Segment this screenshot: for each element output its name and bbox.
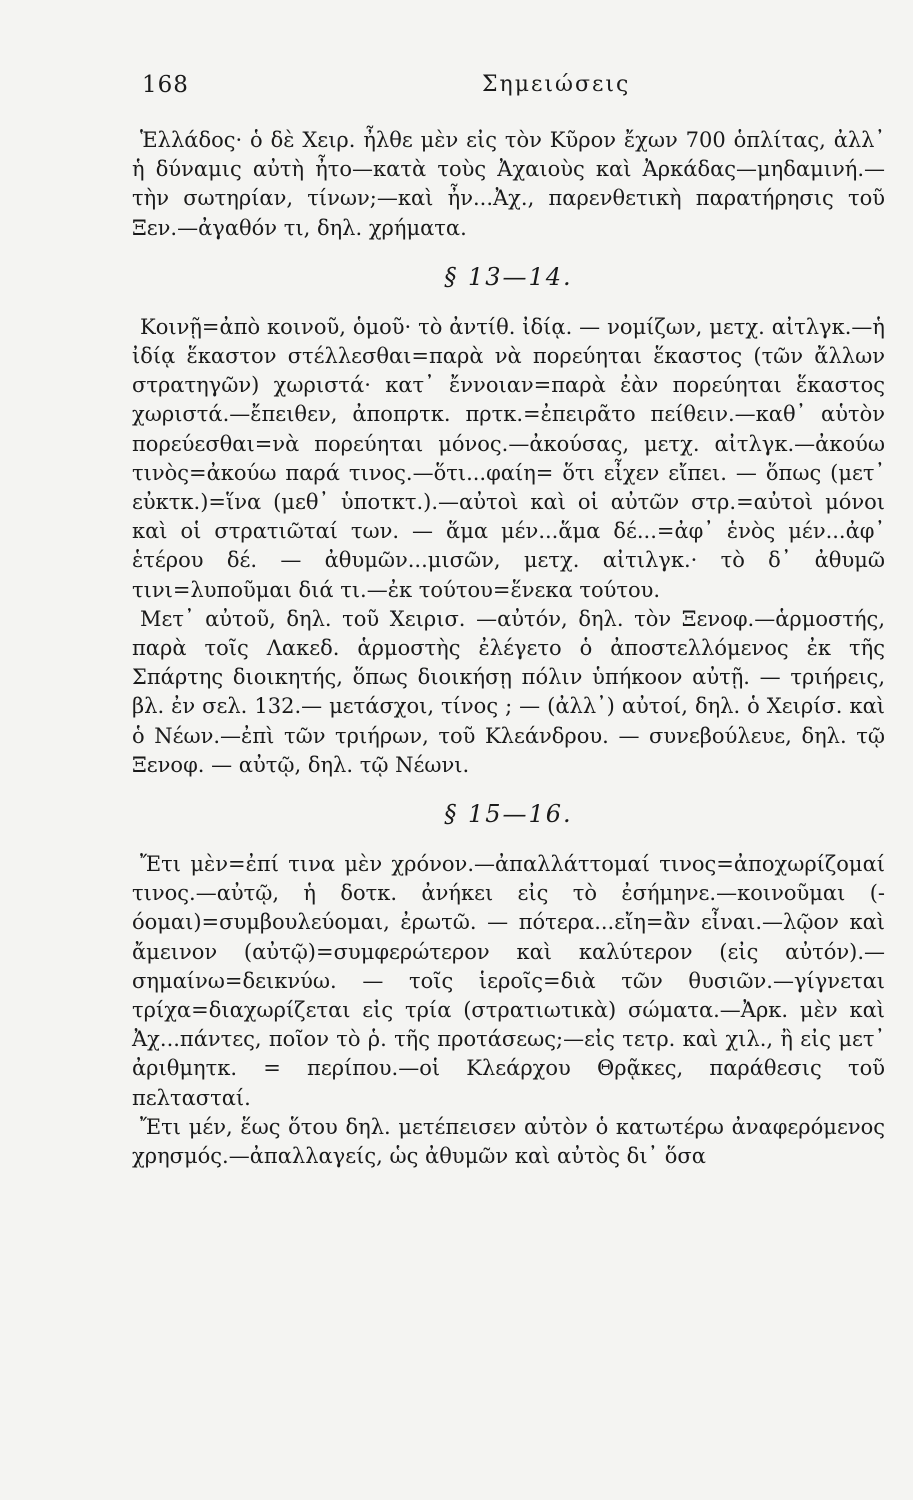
- running-head: Σημειώσεις: [482, 72, 631, 97]
- page-header: [142, 72, 853, 106]
- page-body: [132, 126, 885, 1171]
- section-heading-15-16: § 15—16.: [444, 800, 573, 829]
- paragraph-eti-men: Ἔτι μὲν=ἐπί τινα μὲν χρόνον.—ἀπαλλάττομαί τινος=ἀποχωρίζομαί τινος.—αὐτῷ, ἡ δοτκ. ἀνήκει εἰς τὸ ἐσήμηνε.—κοινοῦμαι (-όομαι)=συμβουλεύομαι, ἐρωτῶ. — πότερα...εἴη=ἂν εἶναι.—λῷον καὶ ἄμεινον (αὐτῷ)=συμφερώτερον καὶ καλύτερον (εἰς αὐτόν).— σημαίνω=δεικνύω. — τοῖς ἱεροῖς=διὰ τῶν θυσιῶν.—γίγνεται τρίχα=διαχωρίζεται εἰς τρία (στρατιωτικὰ) σώματα.—Ἀρκ. μὲν καὶ Ἀχ...πάντες, ποῖον τὸ ῥ. τῆς προτάσεως;—εἰς τετρ. καὶ χιλ., ἢ εἰς μετ᾽ ἀριθμητκ. = περίπου.—οἱ Κλεάρχου Θρᾷκες, παράθεσις τοῦ πελτασταί.: [132, 852, 885, 1110]
- paragraph-met-autou: Μετ᾽ αὐτοῦ, δηλ. τοῦ Χειρισ. —αὐτόν, δηλ. τὸν Ξενοφ.—ἁρμοστής, παρὰ τοῖς Λακεδ. ἁρμοστὴς ἐλέγετο ὁ ἀποστελλόμενος ἐκ τῆς Σπάρτης διοικητής, ὅπως διοικήσῃ πόλιν ὑπήκοον αὐτῇ. — τριήρεις, βλ. ἐν σελ. 132.— μετάσχοι, τίνος ; — (ἀλλ᾽) αὐτοί, δηλ. ὁ Χειρίσ. καὶ ὁ Νέων.—ἐπὶ τῶν τριήρων, τοῦ Κλεάνδρου. — συνεβούλευε, δηλ. τῷ Ξενοφ. — αὐτῷ, δηλ. τῷ Νέωνι.: [132, 606, 885, 777]
- paragraph-koine: Κοινῇ=ἀπὸ κοινοῦ, ὁμοῦ· τὸ ἀντίθ. ἰδίᾳ. — νομίζων, μετχ. αἰτλγκ.—ἡ ἰδίᾳ ἕκαστον στέλλεσθαι=παρὰ νὰ πορεύηται ἕκαστος (τῶν ἄλλων στρατηγῶν) χωριστά· κατ᾽ ἔννοιαν=παρὰ ἐὰν πορεύηται ἕκαστος χωριστά.—ἔπειθεν, ἀποπρτκ. πρτκ.=ἐπειρᾶτο πείθειν.—καθ᾽ αὑτὸν πορεύεσθαι=νὰ πορεύηται μόνος.—ἀκούσας, μετχ. αἰτλγκ.—ἀκούω τινὸς=ἀκούω παρά τινος.—ὅτι...φαίη= ὅτι εἶχεν εἴπει. — ὅπως (μετ᾽ εὐκτκ.)=ἵνα (μεθ᾽ ὑποτκτ.).—αὐτοὶ καὶ οἱ αὐτῶν στρ.=αὐτοὶ μόνοι καὶ οἱ στρατιῶταί των. — ἅμα μέν...ἅμα δέ...=ἀφ᾽ ἑνὸς μέν...ἀφ᾽ ἑτέρου δέ. — ἀθυμῶν...μισῶν, μετχ. αἰτιλγκ.· τὸ δ᾽ ἀθυμῶ τινι=λυποῦμαι διά τι.—ἐκ τούτου=ἕνεκα τούτου.: [132, 314, 885, 602]
- section-heading-13-14: § 13—14.: [444, 262, 573, 291]
- paragraph-eti-men-2: Ἔτι μέν, ἕως ὅτου δηλ. μετέπεισεν αὐτὸν ὁ κατωτέρω ἀναφερόμενος χρησμός.—ἀπαλλαγείς, ὡς ἀθυμῶν καὶ αὐτὸς δι᾽ ὅσα: [132, 1114, 885, 1169]
- page-number: 168: [142, 72, 189, 98]
- paragraph-continuation: Ἑλλάδος· ὁ δὲ Χειρ. ἦλθε μὲν εἰς τὸν Κῦρον ἔχων 700 ὁπλίτας, ἀλλ᾽ ἡ δύναμις αὐτὴ ἦτο—κατὰ τοὺς Ἀχαιοὺς καὶ Ἀρκάδας—μηδαμινή.—τὴν σωτηρίαν, τίνων;—καὶ ἦν...Ἀχ., παρενθετικὴ παρατήρησις τοῦ Ξεν.—ἀγαθόν τι, δηλ. χρήματα.: [132, 128, 885, 240]
